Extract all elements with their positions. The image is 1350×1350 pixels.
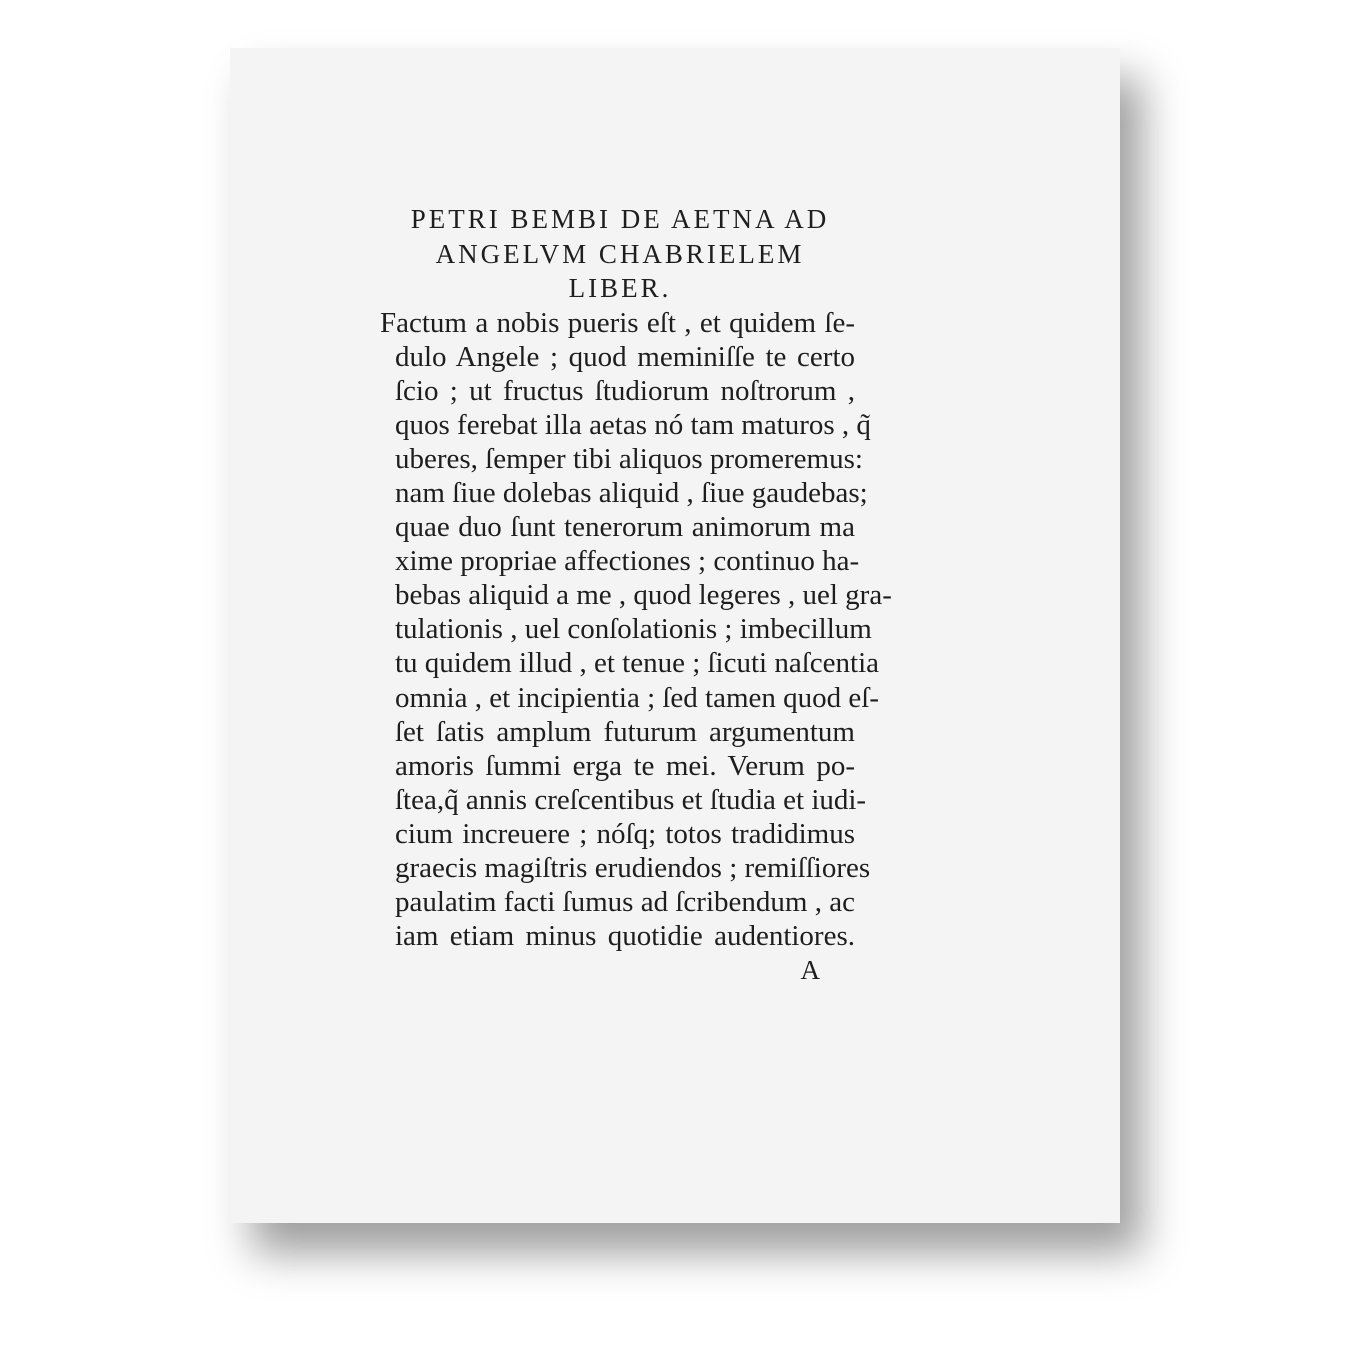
body-line: ſet ſatis amplum futurum argumentum xyxy=(395,715,855,748)
body-line: amoris ſummi erga te mei. Verum po- xyxy=(395,749,855,782)
body-line: nam ſiue dolebas aliquid , ſiue gaudebas; xyxy=(395,476,868,509)
body-line: bebas aliquid a me , quod legeres , uel gra- xyxy=(395,579,892,612)
title-line: LIBER. xyxy=(568,273,672,303)
body-line: ſtea,q̃ annis creſcentibus et ſtudia et iudi- xyxy=(395,783,867,816)
body-line: dulo Angele ; quod meminiſſe te certo xyxy=(395,340,855,373)
title-line: ANGELVM CHABRIELEM xyxy=(435,238,805,269)
body-line: uberes, ſemper tibi aliquos promeremus: xyxy=(395,442,863,475)
title-line: PETRI BEMBI DE AETNA AD xyxy=(410,204,830,234)
signature-mark: A xyxy=(800,955,820,986)
body-line: tulationis , uel conſolationis ; imbecillum xyxy=(395,613,872,646)
body-line: quos ferebat illa aetas nó tam maturos , q̃ xyxy=(395,408,871,441)
body-line: cium increuere ; nóſq; totos tradidimus xyxy=(395,817,855,850)
text-block xyxy=(380,202,892,987)
body-line: iam etiam minus quotidie audentiores. xyxy=(395,920,855,953)
body-line: xime propriae affectiones ; continuo ha- xyxy=(395,545,860,578)
body-line: tu quidem illud , et tenue ; ſicuti naſcentia xyxy=(395,647,880,680)
body-line: quae duo ſunt tenerorum animorum ma xyxy=(395,511,855,544)
body-line: graecis magiſtris erudiendos ; remiſſiores xyxy=(395,852,871,884)
body-line: paulatim facti ſumus ad ſcribendum , ac xyxy=(395,886,855,919)
body-line: omnia , et incipientia ; ſed tamen quod eſ- xyxy=(395,681,879,714)
body-line: Factum a nobis pueris eſt , et quidem ſe- xyxy=(380,306,855,339)
body-line: ſcio ; ut fructus ſtudiorum noſtrorum , xyxy=(395,374,855,407)
